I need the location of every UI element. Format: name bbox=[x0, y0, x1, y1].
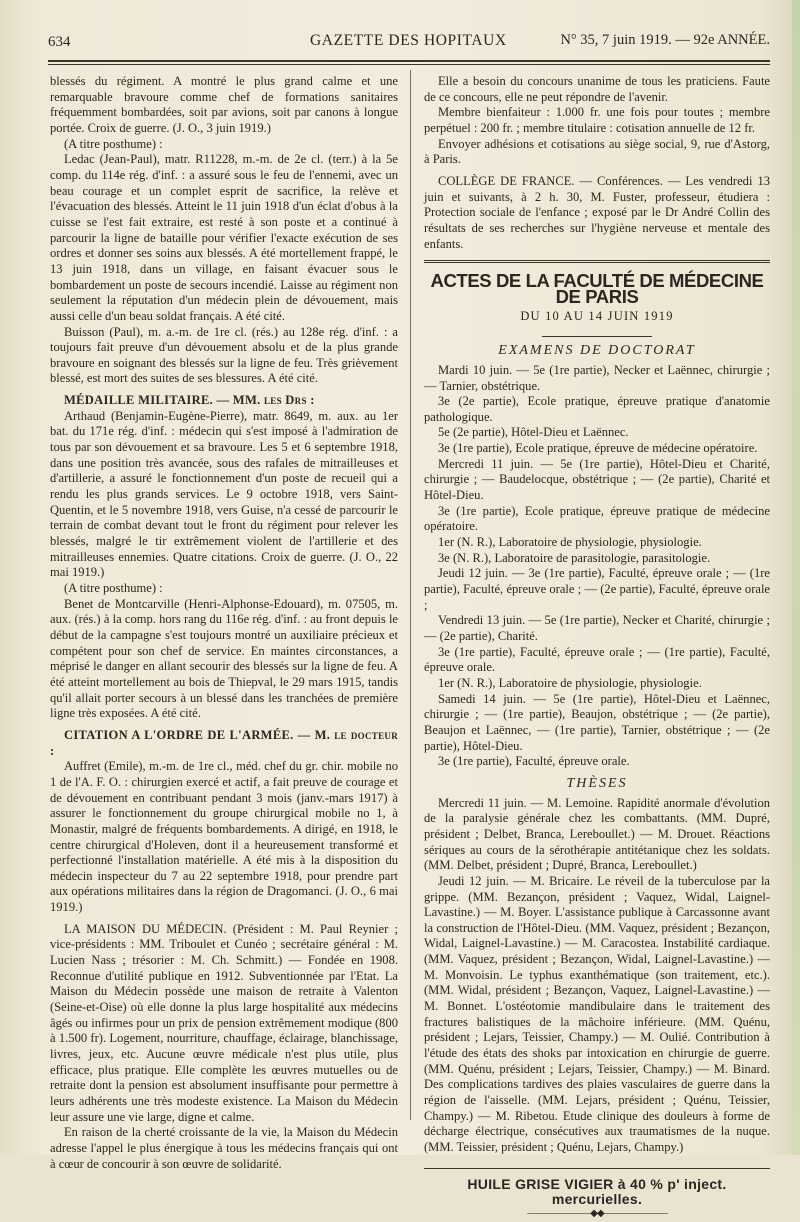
thesis-entry: Mercredi 11 juin. — M. Lemoine. Rapidité anormale d'évolution de la paralysie générale chez les combattants. (MM. Dupré, président ; Delbet, Branca, Lereboullet.) — M. Drouet. Réactions sériques au cours de la sérothérapie antitétanique chez les soldats. (MM. Delbet, président ; Dupré, Branca, Lereboullet.) bbox=[424, 795, 770, 873]
paragraph: Auffret (Emile), m.-m. de 1re cl., méd. chef du gr. chir. mobile no 1 de l'A. F. O. : chirurgien exercé et actif, a fait preuve de courage et de dévouement en contribuant pendant 3 mois (janv.-mars 1917) à assurer le fonctionnement du groupe chirurgical mobile no 1, à Monastir, malgré de fréquents bombardements. A dirigé, en 1918, le centre chirurgical d'Holeven, dont il a heureusement transformé et perfectionné l'installation matérielle. A été mis à la disposition du médecin inspecteur du 7 au 22 septembre 1918, pour prendre part aux opérations militaires dans la région de Dragomanci. (J. O., 6 mai 1919.) bbox=[50, 759, 398, 915]
exam-entry: 3e (2e partie), Ecole pratique, épreuve pratique d'anatomie pathologique. bbox=[424, 394, 770, 424]
paragraph: Benet de Montcarville (Henri-Alphonse-Edouard), m. 07505, m. aux. (rés.) à la comp. hors rang du 116e rég. d'inf. : au front depuis le début de la campagne s'est toujours montré un auxiliaire précieux et compétent pour son chef de service. En maintes circonstances, a méprisé le danger en allant secourir des blessés sur la ligne de feu. A été atteint mortellement au bois de Thiepval, le 29 mars 1915, tandis qu'il allait porter secours à un blessé dans les tranchées de première ligne très exposées. A été cité. bbox=[50, 596, 398, 721]
acts-title: ACTES DE LA FACULTÉ DE MÉDECINE DE PARIS bbox=[430, 270, 764, 307]
exam-entry: 3e (1re partie), Ecole pratique, épreuve de médecine opératoire. bbox=[438, 441, 758, 456]
maison-du-medecin-notice: LA MAISON DU MÉDECIN. (Président : M. Paul Reynier ; vice-présidents : MM. Triboulet et Cunéo ; secrétaire général : M. Lucien Nass ; trésorier : M. Ch. Schmitt.) — Fondée en 1908. Reconnue d'utilité publique en 1912. Subventionnée par l'Etat. La Maison du Médecin possède une maison de retraite à Valenton (Seine-et-Oise) où elle donne la plus large hospitalité aux médecins âgés ou infirmes pour un prix de pension extrêmement modique (800 à 1.500 fr). Logement, nourriture, chauffage, éclairage, blanchissage, livres, jeux, etc. Aucune œuvre médicale n'est plus utile, plus efficace, plus pratique. Elle complète les œuvres mutuelles ou de retraite dont la pension est absolument insuffisante pour permettre à leurs adhérents une très modeste existence. La Maison du Médecin leur assure une vie large, digne et calme. bbox=[50, 921, 398, 1124]
section-heading-citation: CITATION A L'ORDRE DE L'ARMÉE. — M. le docteur : bbox=[50, 727, 398, 758]
paragraph: Arthaud (Benjamin-Eugène-Pierre), matr. 8649, m. aux. au 1er bat. du 171e rég. d'inf. : médecin qui s'est imposé à l'admiration de tous par son dévouement et sa bravoure. Les 5 et 6 septembre 1918, dans une position très avancée, sous des rafales de mitrailleuses et d'artillerie, a assuré le fonctionnement d'un poste de recueil qui a rendu les plus grands services. Le 9 octobre 1918, vers Saint-Quentin, et le 5 novembre 1918, vers Guise, n'a cessé de parcourir le terrain de combat devant tout le front du régiment pour relever les blessés, malgré le tir extrêmement violent de l'artillerie et des mitrailleuses ennemies. Quatre citations. Croix de guerre. (J. O., 22 mai 1919.) bbox=[50, 408, 398, 580]
section-rule-thin bbox=[424, 262, 770, 263]
ornament-rule: ———————◆◆——————— bbox=[527, 1207, 667, 1219]
college-de-france-notice: COLLÈGE DE FRANCE. — Conférences. — Les vendredi 13 juin et suivants, à 2 h. 30, M. Fuster, professeur, étudiera : Protection sociale de l'enfance ; exposé par le Dr André Collin des résultats de ses recherches sur l'hygiène nerveuse et mentale des enfants. bbox=[424, 173, 770, 251]
exam-entry: Jeudi 12 juin. — 3e (1re partie), Faculté, épreuve orale ; — (1re partie), Faculté, épreuve orale ; — (2e partie), Faculté, épreuve orale ; bbox=[424, 566, 770, 612]
paragraph: blessés du régiment. A montré le plus grand calme et une remarquable bravoure comme chef de formations sanitaires fréquemment bombardées, soit par avions, soit par canons à longue portée. Croix de guerre. (J. O., 3 juin 1919.) bbox=[50, 74, 398, 135]
page-edge-mark bbox=[792, 0, 800, 1155]
column-separator bbox=[410, 70, 411, 1120]
exam-entry: Mardi 10 juin. — 5e (1re partie), Necker et Laënnec, chirurgie ; — Tarnier, obstétrique. bbox=[424, 362, 770, 393]
exam-entry: 5e (2e partie), Hôtel-Dieu et Laënnec. bbox=[438, 425, 629, 440]
paragraph: Envoyer adhésions et cotisations au siège social, 9, rue d'Astorg, à Paris. bbox=[424, 136, 770, 167]
paragraph: Membre bienfaiteur : 1.000 fr. une fois pour toutes ; membre perpétuel : 200 fr. ; membre titulaire : cotisation annuelle de 12 fr. bbox=[424, 105, 770, 135]
paragraph: (A titre posthume) : bbox=[64, 136, 163, 151]
paragraph: Buisson (Paul), m. a.-m. de 1re cl. (rés.) au 128e rég. d'inf. : a toujours fait preuve d'un dévouement absolu et de la plus grande bravoure en soignant des blessés sur la ligne de feu. Très grièvement blessé, est mort des suites de ses blessures. A été cité. bbox=[50, 324, 398, 386]
exam-entry: 3e (1re partie), Faculté, épreuve orale ; — (1re partie), Faculté, épreuve orale. bbox=[424, 644, 770, 675]
exam-entry: 1er (N. R.), Laboratoire de physiologie, physiologie. bbox=[438, 675, 702, 690]
thesis-entry: Jeudi 12 juin. — M. Bricaire. Le réveil de la tuberculose par la grippe. (MM. Bezançon, président ; Vaquez, Widal, Laignel-Lavastine.) — M. Boyer. L'assistance publique à Carcassonne avant la construction de l'Hôtel-Dieu. (MM. Vaquez, président ; Bezançon, Widal, Laignel-Lavastine.) — M. Caracostea. Instabilité cardiaque. (MM. Vaquez, président ; Bezançon, Widal, Laignel-Lavastine.) — M. Monvoisin. Le typhus exanthématique (son traitement, etc.). (MM. Widal, président ; Bezançon, Vaquez, Laignel-Lavastine.) — M. Bonnet. L'ostéotomie mandibulaire dans le traitement des fractures balistiques de la mâchoire inférieure. (MM. Quénu, président ; Lejars, Teissier, Champy.) — M. Oulié. Contribution à l'étude des états des shoks par intoxication en chirurgie de guerre. (MM. Quénu, président ; Lejars, Teissier, Champy.) — M. Binard. Des complications tardives des plaies vasculaires de guerre dans la région de l'aisselle. (MM. Lejars, président ; Quénu, Teissier, Champy.) — M. Ribetou. Etude clinique des douleurs à forme de décharge électrique, consécutives aux traumatismes de la nuque. (MM. Teissier, président ; Quénu, Lejars, Champy.) bbox=[424, 873, 770, 1154]
exam-entry: Mercredi 11 juin. — 5e (1re partie), Hôtel-Dieu et Charité, chirurgie ; — Baudelocque, obstétrique ; — (2e partie), Charité et Hôtel-Dieu. bbox=[424, 456, 770, 503]
paragraph: (A titre posthume) : bbox=[64, 581, 163, 595]
exam-entry: Vendredi 13 juin. — 5e (1re partie), Necker et Charité, chirurgie ; — (2e partie), Charité. bbox=[424, 613, 770, 643]
section-heading-medaille: MÉDAILLE MILITAIRE. — MM. les Drs : bbox=[64, 393, 315, 408]
page-header bbox=[48, 28, 770, 58]
theses-heading: THÈSES bbox=[566, 775, 628, 791]
journal-title: GAZETTE DES HOPITAUX bbox=[310, 32, 507, 49]
header-rule bbox=[48, 60, 770, 62]
advertisement: HUILE GRISE VIGIER à 40 % p' inject. mercurielles. bbox=[424, 1168, 770, 1208]
section-rule bbox=[424, 260, 770, 261]
header-rule-thin bbox=[48, 64, 770, 65]
issue-info: N° 35, 7 juin 1919. — 92e ANNÉE. bbox=[560, 32, 770, 48]
exams-heading: EXAMENS DE DOCTORAT bbox=[498, 343, 696, 359]
paragraph: Ledac (Jean-Paul), matr. R11228, m.-m. de 2e cl. (terr.) à la 5e comp. du 114e rég. d'inf. : a assuré sous le feu de l'ennemi, avec un beau courage et un complet esprit de sacrifice, la relève et l'évacuation des blessés. Atteint le 11 juin 1918 d'un éclat d'obus à la cuisse se l'est fait extraire, est resté à son poste et a continué à parcourir la ligne de bataille pour vérifier l'exacte exécution de ses ordres et donner ses soins aux blessés. A été mortellement frappé, le 13 juin 1918, dans un village, en faisant évacuer sous le bombardement un poste de secours incendié. Laisse au régiment non seulement la réputation d'un médecin plein de dévouement, mais aussi celle d'un beau soldat français. A été cité. bbox=[50, 152, 398, 323]
exam-entry: 1er (N. R.), Laboratoire de physiologie, physiologie. bbox=[438, 535, 702, 550]
exam-entry: 3e (1re partie), Faculté, épreuve orale. bbox=[438, 754, 630, 769]
paragraph: En raison de la cherté croissante de la vie, la Maison du Médecin adresse l'appel le plus énergique à tous les médecins français qui ont à cœur de concourir à son œuvre de solidarité. bbox=[50, 1125, 398, 1171]
left-column bbox=[50, 74, 398, 1172]
exam-entry: Samedi 14 juin. — 5e (1re partie), Hôtel-Dieu et Laënnec, chirurgie ; — (1re partie), Beaujon, obstétrique ; — (2e partie), Beaujon et Laënnec, — (1re partie), Tarnier, obstétrique ; — (2e partie), Hôtel-Dieu. bbox=[424, 691, 770, 753]
exam-entry: 3e (1re partie), Ecole pratique, épreuve pratique de médecine opératoire. bbox=[424, 503, 770, 534]
acts-dates: DU 10 AU 14 JUIN 1919 bbox=[520, 308, 674, 323]
paragraph: Elle a besoin du concours unanime de tous les praticiens. Faute de ce concours, elle ne peut répondre de l'avenir. bbox=[424, 74, 770, 104]
page-number: 634 bbox=[48, 34, 71, 50]
short-rule bbox=[542, 336, 652, 337]
exam-entry: 3e (N. R.), Laboratoire de parasitologie, parasitologie. bbox=[438, 550, 711, 565]
right-column bbox=[424, 74, 770, 1222]
